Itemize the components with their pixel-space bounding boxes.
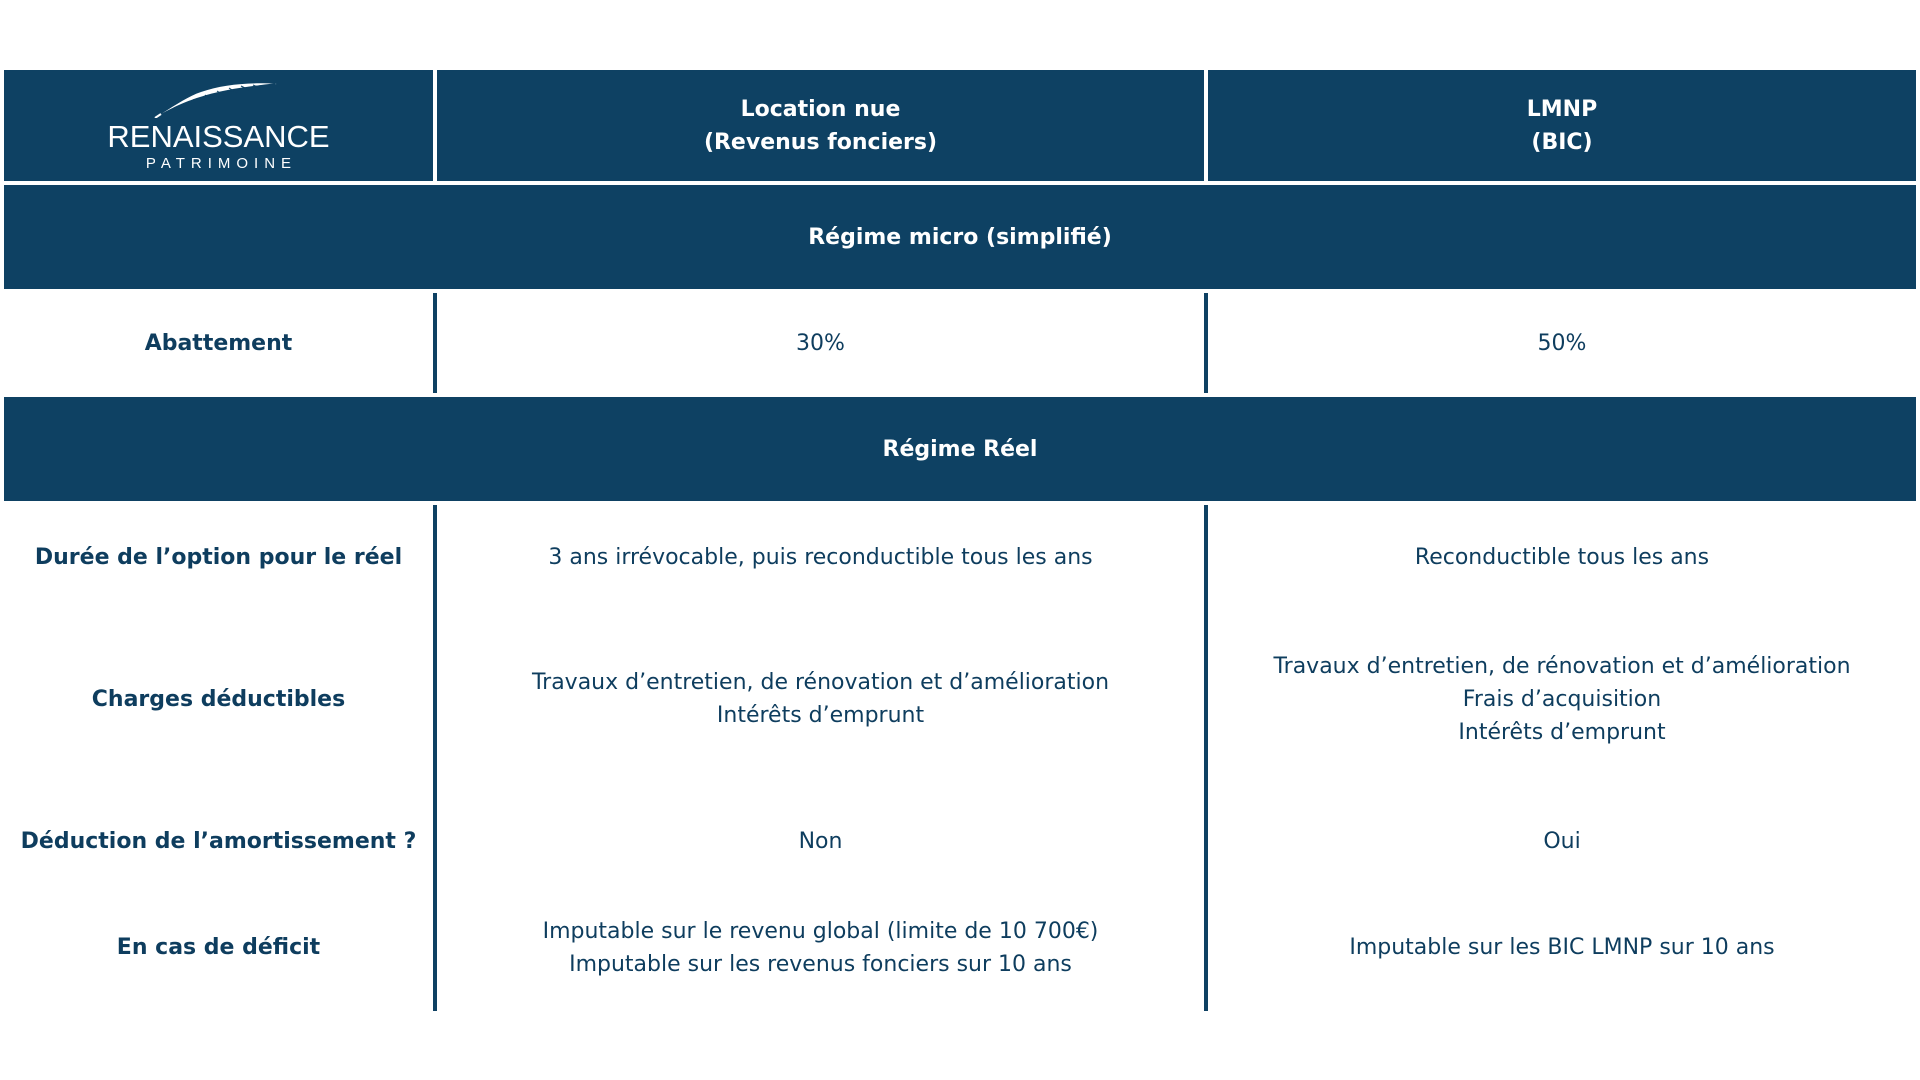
header-lmnp xyxy=(1208,70,1916,181)
cell-line: Intérêts d’emprunt xyxy=(1458,719,1666,745)
row-label: Abattement xyxy=(4,293,437,393)
row-charges xyxy=(4,609,1916,789)
cell-line: Imputable sur les revenus fonciers sur 10 ans xyxy=(569,951,1072,977)
header-location-nue xyxy=(437,70,1208,181)
header-location-nue-title: Location nue xyxy=(740,96,901,122)
logo-name: RENAISSANCE xyxy=(107,118,330,154)
comparison-table xyxy=(4,70,1916,1011)
header-lmnp-title: LMNP xyxy=(1526,96,1598,122)
cell-lmnp: Oui xyxy=(1543,829,1581,854)
cell-line: Travaux d’entretien, de rénovation et d’amélioration xyxy=(531,670,1110,695)
logo-subtitle: PATRIMOINE xyxy=(145,154,298,172)
cell-lmnp: Imputable sur les BIC LMNP sur 10 ans xyxy=(1349,935,1775,960)
cell-location-nue: Non xyxy=(437,789,1208,894)
cell-line: Travaux d’entretien, de rénovation et d’amélioration xyxy=(1273,653,1851,679)
row-abattement xyxy=(4,289,1916,397)
feather-icon xyxy=(153,78,283,118)
row-deficit xyxy=(4,894,1916,1011)
row-label: En cas de déficit xyxy=(4,894,437,1011)
cell-lmnp: 50% xyxy=(1537,330,1587,356)
cell-line: Frais d’acquisition xyxy=(1462,686,1662,712)
header-lmnp-subtitle: (BIC) xyxy=(1531,129,1593,155)
cell-lmnp: Reconductible tous les ans xyxy=(1414,544,1710,570)
cell-line: Intérêts d’emprunt xyxy=(716,703,925,728)
header-row xyxy=(4,70,1916,181)
cell-location-nue xyxy=(437,609,1208,789)
row-label: Durée de l’option pour le réel xyxy=(4,505,437,609)
cell-line: Imputable sur le revenu global (limite de 10 700€) xyxy=(542,918,1099,944)
row-label: Déduction de l’amortissement ? xyxy=(4,789,437,894)
logo xyxy=(107,78,329,174)
row-duree xyxy=(4,501,1916,609)
section-band-micro: Régime micro (simplifié) xyxy=(4,185,1916,289)
cell-location-nue xyxy=(437,894,1208,1011)
cell-location-nue: 30% xyxy=(437,293,1208,393)
cell-lmnp xyxy=(1208,609,1916,789)
row-label: Charges déductibles xyxy=(4,609,437,789)
section-band-reel: Régime Réel xyxy=(4,397,1916,501)
row-amortissement xyxy=(4,789,1916,894)
header-location-nue-subtitle: (Revenus fonciers) xyxy=(703,129,938,155)
cell-location-nue: 3 ans irrévocable, puis reconductible tous les ans xyxy=(437,505,1208,609)
logo-cell xyxy=(4,70,437,181)
